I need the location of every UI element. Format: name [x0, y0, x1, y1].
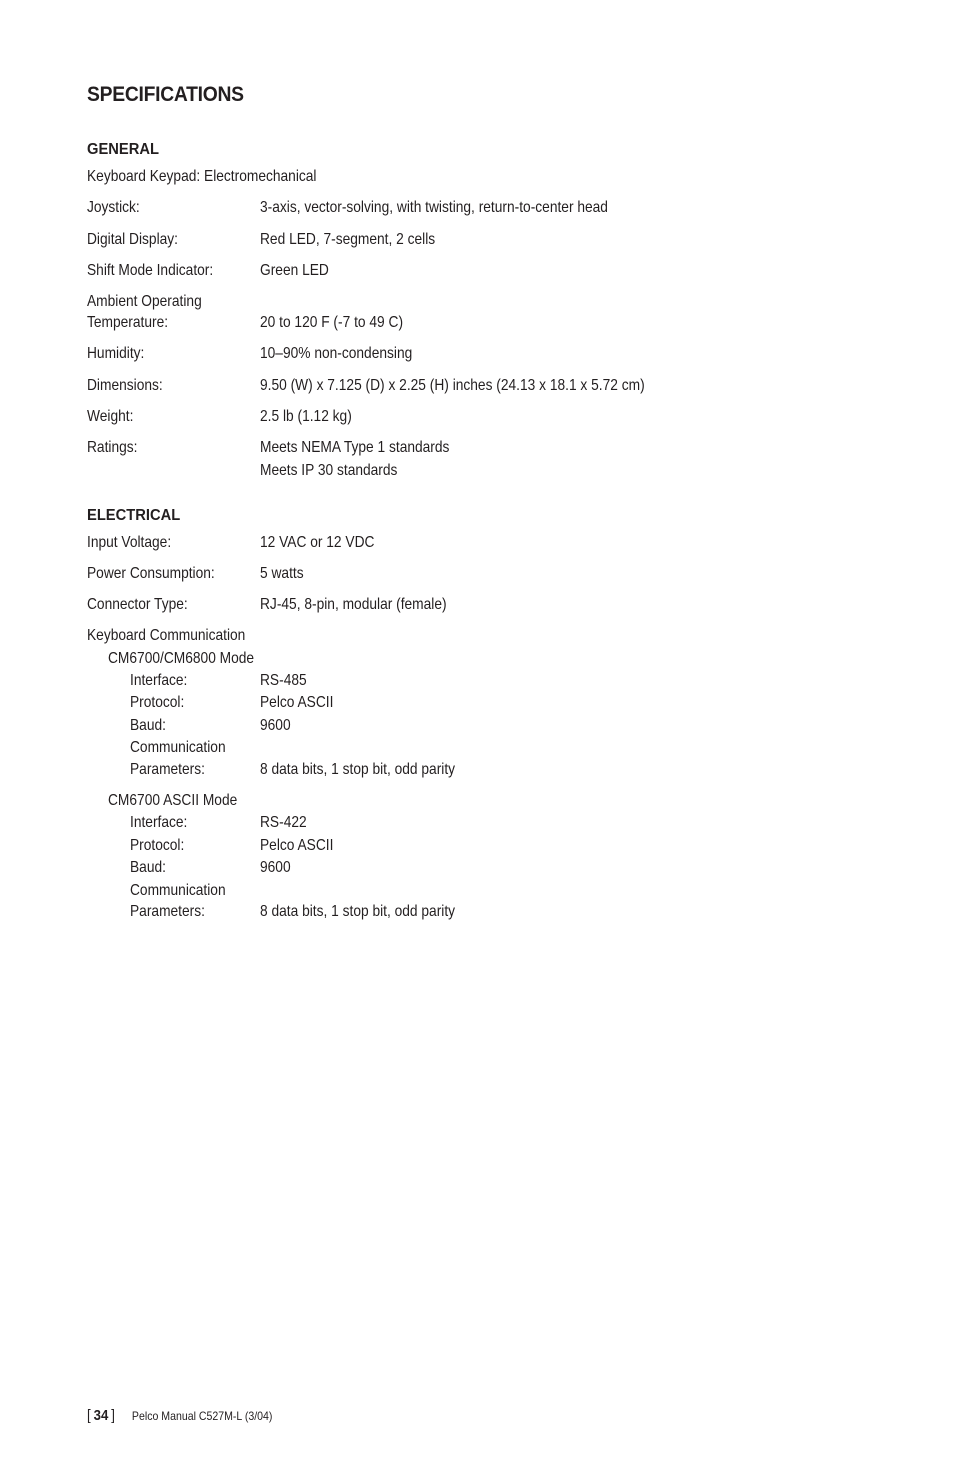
input-voltage-value: 12 VAC or 12 VDC	[260, 534, 375, 551]
parameters-label-line1: Communication	[130, 739, 226, 756]
digital-display-value: Red LED, 7-segment, 2 cells	[260, 231, 436, 248]
weight-value: 2.5 lb (1.12 kg)	[260, 408, 352, 425]
parameters-value: 8 data bits, 1 stop bit, odd parity	[260, 903, 456, 920]
weight-label: Weight:	[87, 408, 134, 425]
input-voltage-label: Input Voltage:	[87, 534, 172, 551]
connector-type-label: Connector Type:	[87, 596, 188, 613]
power-consumption-value: 5 watts	[260, 565, 304, 582]
page-title: SPECIFICATIONS	[87, 83, 244, 106]
parameters-label-line2: Parameters:	[130, 903, 205, 920]
general-heading: GENERAL	[87, 141, 159, 158]
joystick-value: 3-axis, vector-solving, with twisting, return-to-center head	[260, 199, 608, 216]
baud-label: Baud:	[130, 859, 166, 876]
connector-type-value: RJ-45, 8-pin, modular (female)	[260, 596, 447, 613]
power-consumption-label: Power Consumption:	[87, 565, 215, 582]
interface-value: RS-422	[260, 814, 307, 831]
interface-label: Interface:	[130, 672, 188, 689]
baud-label: Baud:	[130, 717, 166, 734]
parameters-value: 8 data bits, 1 stop bit, odd parity	[260, 761, 456, 778]
dimensions-label: Dimensions:	[87, 377, 163, 394]
keypad-spec: Keyboard Keypad: Electromechanical	[87, 168, 317, 185]
page-number: 34	[93, 1407, 109, 1424]
humidity-label: Humidity:	[87, 345, 145, 362]
ratings-value-line2: Meets IP 30 standards	[260, 462, 398, 479]
ratings-value-line1: Meets NEMA Type 1 standards	[260, 439, 450, 456]
page-footer	[87, 1407, 272, 1424]
baud-value: 9600	[260, 859, 291, 876]
keyboard-communication-heading: Keyboard Communication	[87, 627, 246, 644]
ratings-label: Ratings:	[87, 439, 138, 456]
shift-mode-label: Shift Mode Indicator:	[87, 262, 214, 279]
humidity-value: 10–90% non-condensing	[260, 345, 413, 362]
parameters-label-line2: Parameters:	[130, 761, 205, 778]
electrical-heading: ELECTRICAL	[87, 507, 181, 524]
shift-mode-value: Green LED	[260, 262, 329, 279]
mode-name: CM6700 ASCII Mode	[108, 792, 238, 809]
temperature-label-line2: Temperature:	[87, 314, 169, 331]
footer-bracket-close: ]	[111, 1407, 115, 1424]
temperature-value: 20 to 120 F (-7 to 49 C)	[260, 314, 404, 331]
baud-value: 9600	[260, 717, 291, 734]
protocol-value: Pelco ASCII	[260, 694, 334, 711]
manual-reference: Pelco Manual C527M-L (3/04)	[131, 1409, 273, 1423]
digital-display-label: Digital Display:	[87, 231, 178, 248]
interface-value: RS-485	[260, 672, 307, 689]
protocol-value: Pelco ASCII	[260, 837, 334, 854]
footer-bracket-open: [	[87, 1407, 91, 1424]
protocol-label: Protocol:	[130, 837, 185, 854]
interface-label: Interface:	[130, 814, 188, 831]
mode-name: CM6700/CM6800 Mode	[108, 650, 255, 667]
joystick-label: Joystick:	[87, 199, 140, 216]
parameters-label-line1: Communication	[130, 882, 226, 899]
protocol-label: Protocol:	[130, 694, 185, 711]
dimensions-value: 9.50 (W) x 7.125 (D) x 2.25 (H) inches (24.13 x 18.1 x 5.72 cm)	[260, 377, 645, 394]
temperature-label-line1: Ambient Operating	[87, 293, 202, 310]
